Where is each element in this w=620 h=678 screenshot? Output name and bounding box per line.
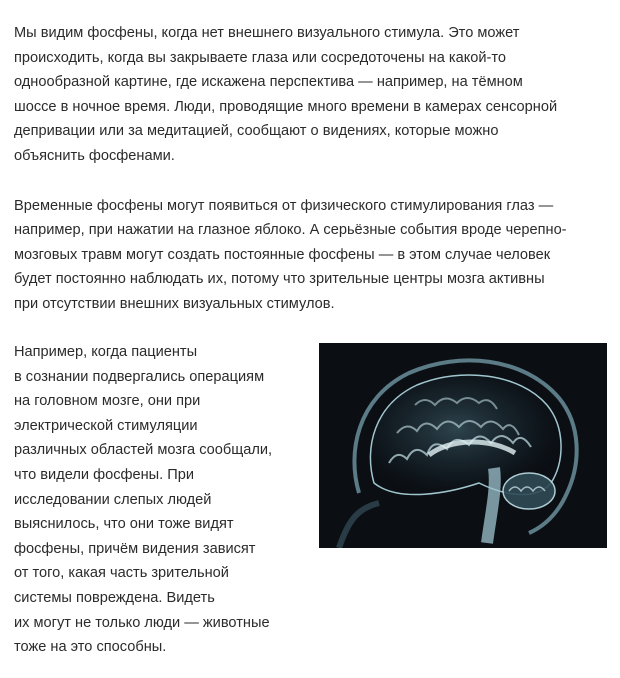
text-line: на головном мозге, они при xyxy=(14,393,201,410)
text-line: однообразной картине, где искажена перспектива — например, на тёмном xyxy=(14,74,523,91)
text-line: происходить, когда вы закрываете глаза или сосредоточены на какой-то xyxy=(14,49,507,66)
text-line: системы повреждена. Видеть xyxy=(14,589,215,606)
text-line: тоже на это способны. xyxy=(14,639,167,656)
text-line: Например, когда пациенты xyxy=(14,344,198,360)
text-line: депривации или за медитацией, сообщают о видениях, которые можно xyxy=(14,123,499,140)
text-line: шоссе в ночное время. Люди, проводящие много времени в камерах сенсорной xyxy=(14,98,558,115)
text-line: что видели фосфены. При xyxy=(14,466,195,483)
text-line: например, при нажатии на глазное яблоко. А серьёзные события вроде черепно- xyxy=(14,222,567,239)
text-line: мозговых травм могут создать постоянные фосфены — в этом случае человек xyxy=(14,246,551,263)
text-line: фосфены, причём видения зависят xyxy=(14,540,256,557)
text-line: будет постоянно наблюдать их, потому что зрительные центры мозга активны xyxy=(14,271,545,288)
text-line: объяснить фосфенами. xyxy=(14,147,175,164)
text-line: в сознании подвергались операциям xyxy=(14,368,265,385)
text-line: от того, какая часть зрительной xyxy=(14,565,229,582)
text-line: различных областей мозга сообщали, xyxy=(14,442,273,459)
text-line: исследовании слепых людей xyxy=(14,491,212,508)
text-line: их могут не только люди — животные xyxy=(14,614,270,631)
mri-brain-scan-image xyxy=(319,343,607,548)
text-line: электрической стимуляции xyxy=(14,417,198,434)
mri-brain-icon xyxy=(319,343,607,548)
paragraph-1 xyxy=(14,21,614,169)
text-line: при отсутствии внешних визуальных стимулов. xyxy=(14,295,335,312)
text-with-image xyxy=(14,340,614,670)
article-body xyxy=(14,21,614,317)
text-line: выяснилось, что они тоже видят xyxy=(14,516,234,533)
paragraph-2 xyxy=(14,194,614,317)
text-line: Временные фосфены могут появиться от физического стимулирования глаз — xyxy=(14,197,554,214)
text-line: Мы видим фосфены, когда нет внешнего визуального стимула. Это может xyxy=(14,25,520,41)
paragraph-3 xyxy=(14,340,314,660)
